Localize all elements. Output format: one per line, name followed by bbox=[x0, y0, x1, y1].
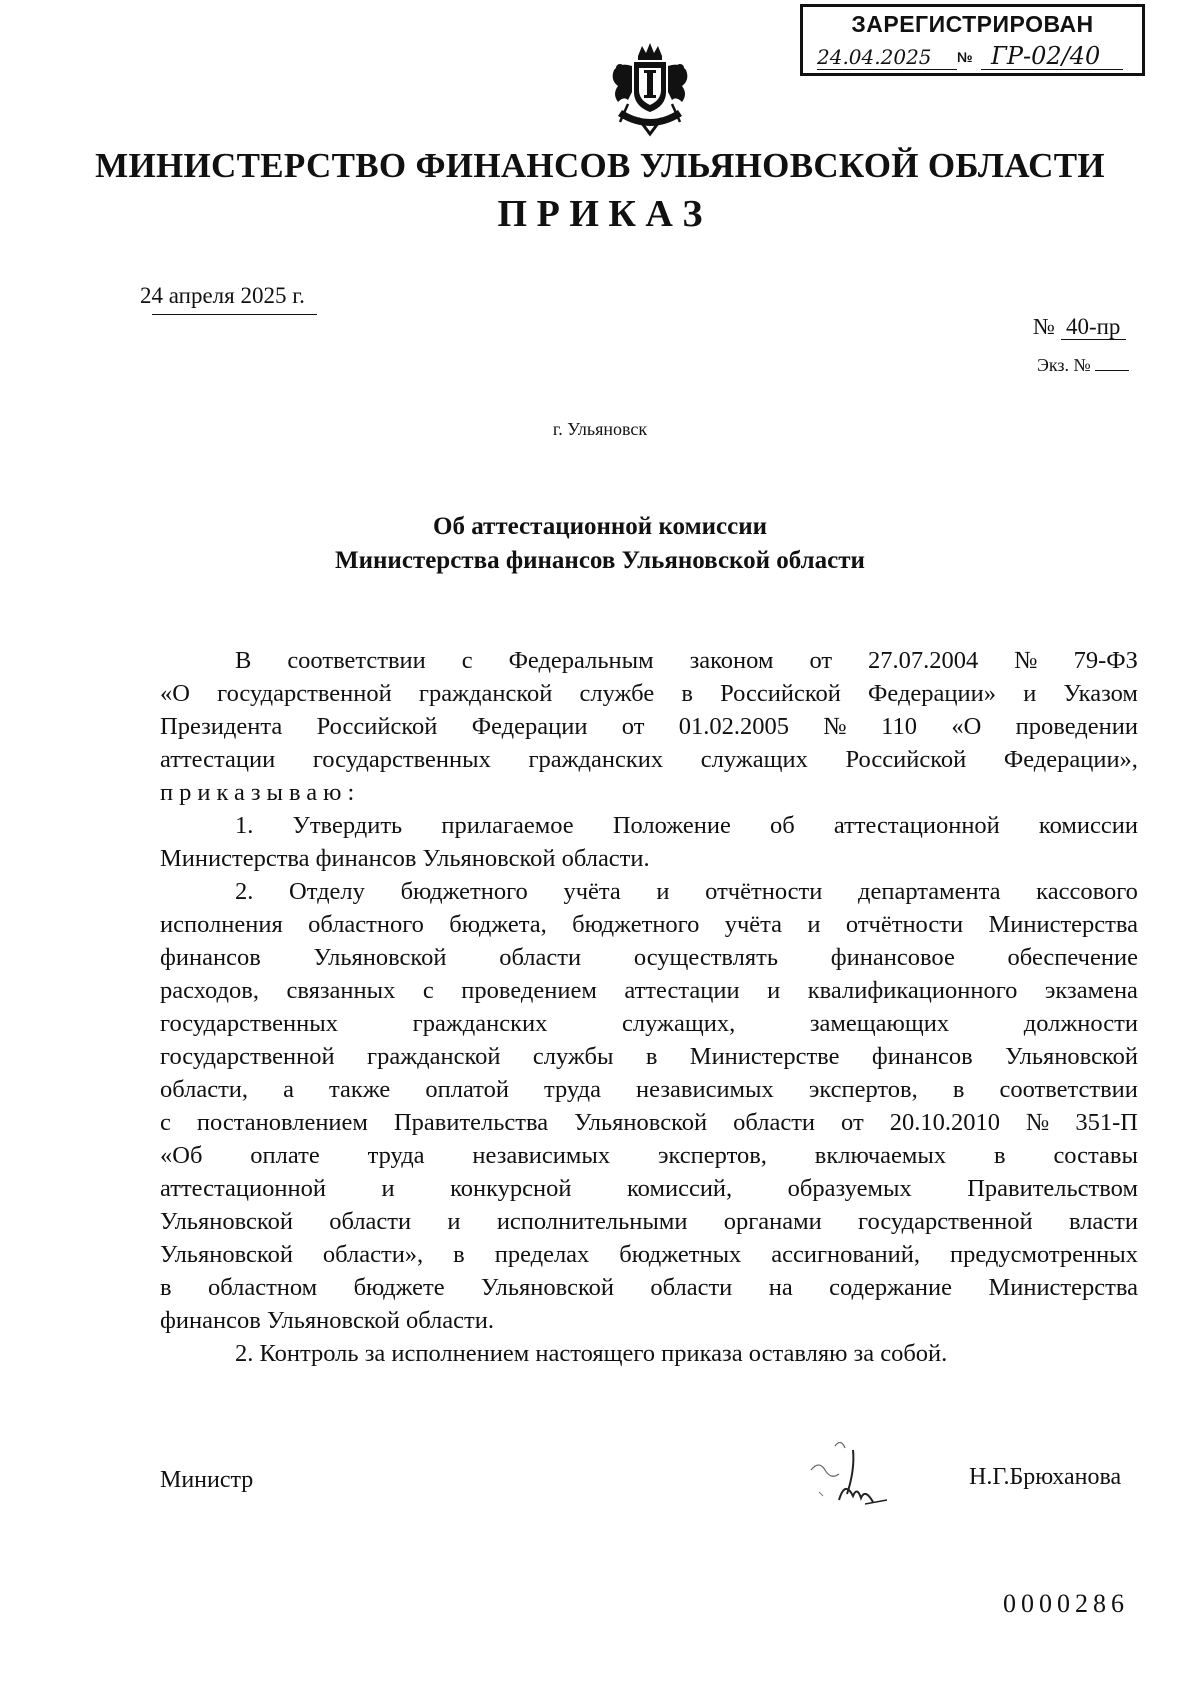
ministry-name: МИНИСТЕРСТВО ФИНАНСОВ УЛЬЯНОВСКОЙ ОБЛАСТИ bbox=[95, 146, 1105, 185]
body-line: 2. Отделу бюджетного учёта и отчётности департамента кассового bbox=[235, 878, 1138, 905]
city: г. Ульяновск bbox=[552, 419, 648, 439]
date-underline bbox=[152, 314, 317, 315]
subject-line: Министерства финансов Ульяновской области bbox=[335, 547, 865, 574]
body-line: с постановлением Правительства Ульяновской области от 20.10.2010 № 351-П bbox=[160, 1109, 1138, 1136]
document-date: 24 апреля 2025 г. bbox=[140, 283, 305, 308]
document-number bbox=[1033, 314, 1126, 340]
signatory-name: Н.Г.Брюханова bbox=[969, 1464, 1122, 1490]
body-line: аттестационной и конкурсной комиссий, образуемых Правительством bbox=[160, 1175, 1138, 1202]
copy-number bbox=[1037, 354, 1129, 376]
body-line: 2. Контроль за исполнением настоящего приказа оставляю за собой. bbox=[235, 1340, 948, 1367]
body-line: исполнения областного бюджета, бюджетного учёта и отчётности Министерства bbox=[160, 911, 1138, 938]
copy-number-blank bbox=[1095, 354, 1129, 371]
body-line: аттестации государственных гражданских служащих Российской Федерации», bbox=[160, 746, 1138, 773]
body-line: «О государственной гражданской службе в Российской Федерации» и Указом bbox=[160, 680, 1138, 707]
document-number-label: № bbox=[1033, 314, 1055, 339]
document-subject bbox=[0, 510, 1200, 578]
document-number-value: 40-пр bbox=[1061, 315, 1126, 340]
body-line: Ульяновской области и исполнительными органами государственной власти bbox=[160, 1208, 1138, 1235]
body-line: В соответствии с Федеральным законом от 27.07.2004 № 79-ФЗ bbox=[235, 647, 1138, 674]
body-line: Ульяновской области», в пределах бюджетных ассигнований, предусмотренных bbox=[160, 1241, 1138, 1268]
form-serial-number: 0000286 bbox=[1003, 1589, 1129, 1618]
stamp-title: ЗАРЕГИСТРИРОВАН bbox=[851, 11, 1094, 37]
document-title: П Р И К А З bbox=[497, 193, 703, 235]
body-line: государственной гражданской службы в Министерстве финансов Ульяновской bbox=[160, 1043, 1138, 1070]
body-line: Министерства финансов Ульяновской области. bbox=[160, 845, 650, 872]
body-line: в областном бюджете Ульяновской области на содержание Министерства bbox=[160, 1274, 1138, 1301]
coat-of-arms-emblem bbox=[598, 40, 702, 144]
body-line: «Об оплате труда независимых экспертов, включаемых в составы bbox=[160, 1142, 1138, 1169]
order-word: приказываю: bbox=[160, 779, 361, 806]
body-line: 1. Утвердить прилагаемое Положение об аттестационной комиссии bbox=[235, 812, 1138, 839]
body-line: финансов Ульяновской области осуществлять финансовое обеспечение bbox=[160, 944, 1138, 971]
registration-stamp bbox=[800, 4, 1145, 76]
body-line: государственных гражданских служащих, замещающих должности bbox=[160, 1010, 1138, 1037]
stamp-number: ГР-02/40 bbox=[981, 43, 1123, 70]
copy-number-label: Экз. № bbox=[1037, 355, 1091, 375]
body-line: финансов Ульяновской области. bbox=[160, 1307, 494, 1334]
subject-line: Об аттестационной комиссии bbox=[433, 513, 767, 540]
stamp-date: 24.04.2025 bbox=[817, 45, 957, 70]
body-line: Президента Российской Федерации от 01.02.2005 № 110 «О проведении bbox=[160, 713, 1138, 740]
body-line: области, а также оплатой труда независимых экспертов, в соответствии bbox=[160, 1076, 1138, 1103]
stamp-number-label: № bbox=[957, 49, 973, 65]
handwritten-signature bbox=[795, 1430, 905, 1515]
signatory-title: Министр bbox=[160, 1467, 254, 1493]
body-line: расходов, связанных с проведением аттестации и квалификационного экзамена bbox=[160, 977, 1138, 1004]
